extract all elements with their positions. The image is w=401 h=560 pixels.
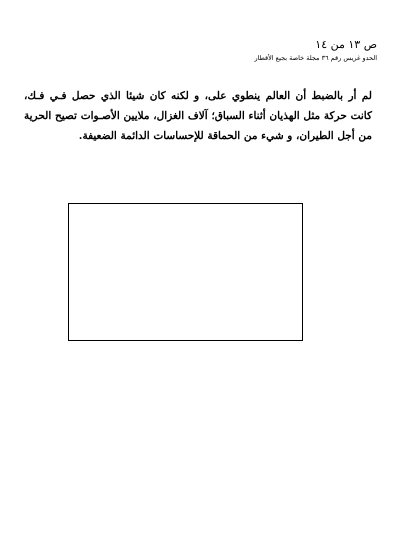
- body-paragraph: لم أر بالضبط أن العالم ينطوي على، و لكنه كان شيئا الذي حصل فـي فـك، كانت حركة مثل الهذيان أثناء السباق؛ آلاف الغزال، ملايين الأصـوات تصيح الحرية من أجل الطيران، و شيء من الحماقة للإحساسات الدائمة الضعيفة.: [24, 90, 372, 142]
- page-number: ص ١٣ من ١٤: [315, 38, 377, 51]
- image-placeholder-frame: [68, 203, 303, 341]
- header-note: الحدو غريس رقم ٣٦ مجلة خاصة بجيع الأقطار: [254, 54, 377, 62]
